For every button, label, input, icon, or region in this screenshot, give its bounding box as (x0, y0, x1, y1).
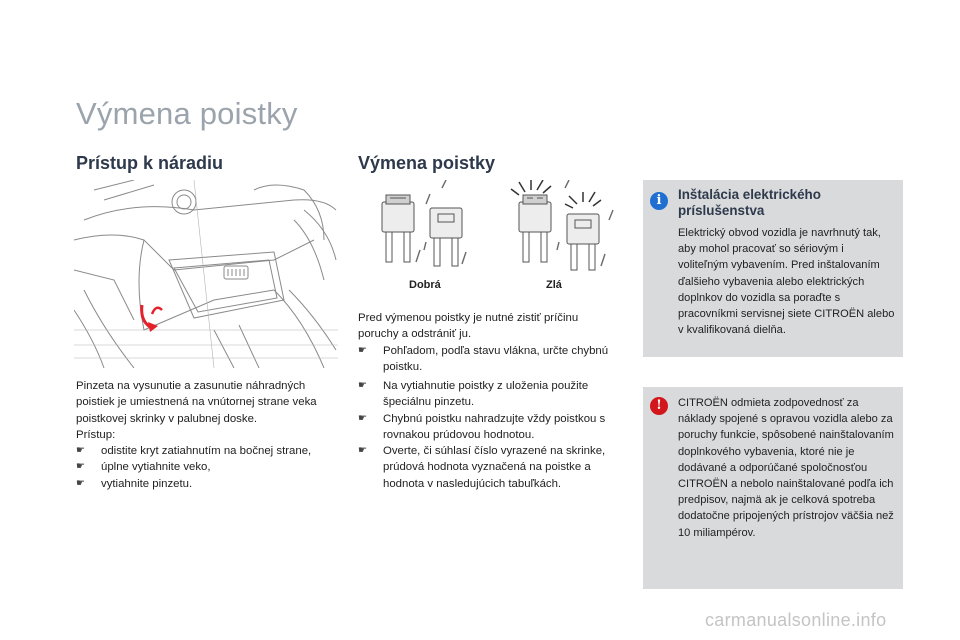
section-heading-replace: Výmena poistky (358, 153, 496, 173)
list-item (76, 443, 338, 459)
tools-intro: Pinzeta na vysunutie a zasunutie náhradných poistiek je umiestnená na vnútornej strane veka poistkovej skrinky v palubnej doske. (76, 380, 317, 425)
bullet-icon: ☛ (358, 412, 367, 424)
fuse-bad-illustration (505, 180, 615, 280)
list-item (76, 476, 338, 492)
bullet-icon: ☛ (358, 344, 367, 356)
list-item-text: vytiahnite pinzetu. (101, 477, 193, 490)
bullet-icon: ☛ (358, 445, 367, 457)
list-item-text: úplne vytiahnite veko, (101, 461, 211, 474)
info-box-heading: Inštalácia elektrického príslušenstva (678, 187, 821, 218)
replace-intro: Pred výmenou poistky je nutné zistiť príčinu poruchy a odstrániť ju. (358, 312, 579, 341)
list-item (358, 343, 620, 376)
tools-steps-list (76, 443, 338, 492)
replace-steps-list-b (358, 378, 620, 492)
page-title: Výmena poistky (76, 96, 298, 131)
warning-box-text: CITROËN odmieta zodpovednosť za náklady spojené s opravou vozidla alebo za poruchy funkcie, spôsobené nainštalovaním doplnkového vybavenia, ktoré nie je dodávané a odporúčané spoločnosťou CITROËN a nebolo nainštalované podľa ich predpisov, najmä ak je celková spotreba dodatočne pripojených prístrojov väčšia než 10 miliampérov. (678, 397, 894, 539)
warning-icon: ! (650, 397, 668, 415)
bullet-icon: ☛ (76, 461, 85, 473)
fuse-good-label: Dobrá (409, 279, 441, 291)
warning-box (643, 387, 903, 589)
bullet-icon: ☛ (76, 477, 85, 489)
list-item (358, 443, 620, 492)
list-item-text: Pohľadom, podľa stavu vlákna, určte chybnú poistku. (383, 344, 609, 373)
fuse-good-illustration (368, 180, 478, 280)
list-item (358, 378, 620, 411)
info-box (643, 180, 903, 357)
info-box-text: Elektrický obvod vozidla je navrhnutý tak, aby mohol pracovať so sériovým i voliteľným vybavením. Pred inštalovaním ďalšieho vybavenia alebo elektrických doplnkov do vozidla sa poraďte s pracovníkmi servisnej siete CITROËN alebo v kvalifikovaná dielňa. (678, 227, 895, 337)
info-icon: i (650, 192, 668, 210)
list-item-text: Na vytiahnutie poistky z uloženia použite špeciálnu pinzetu. (383, 380, 589, 409)
watermark: carmanualsonline.info (705, 610, 887, 630)
replace-instructions-a (358, 310, 620, 375)
section-heading-tools: Prístup k náradiu (76, 153, 224, 173)
tools-instructions (76, 378, 338, 492)
replace-steps-list-a (358, 343, 620, 376)
bullet-icon: ☛ (358, 380, 367, 391)
dashboard-illustration (74, 180, 338, 368)
list-item-text: odistite kryt zatiahnutím na bočnej strane, (101, 445, 312, 458)
bullet-icon: ☛ (76, 445, 85, 457)
list-item (358, 411, 620, 444)
fuse-bad-label: Zlá (546, 279, 562, 291)
list-item-text: Chybnú poistku nahradzujte vždy poistkou s rovnakou prúdovou hodnotou. (383, 412, 606, 441)
access-label: Prístup: (76, 428, 116, 441)
list-item (76, 459, 338, 475)
list-item-text: Overte, či súhlasí číslo vyrazené na skrinke, prúdová hodnota vyznačená na poistke a hodnota v nasledujúcich tabuľkách. (383, 445, 606, 490)
replace-instructions-b (358, 378, 620, 492)
